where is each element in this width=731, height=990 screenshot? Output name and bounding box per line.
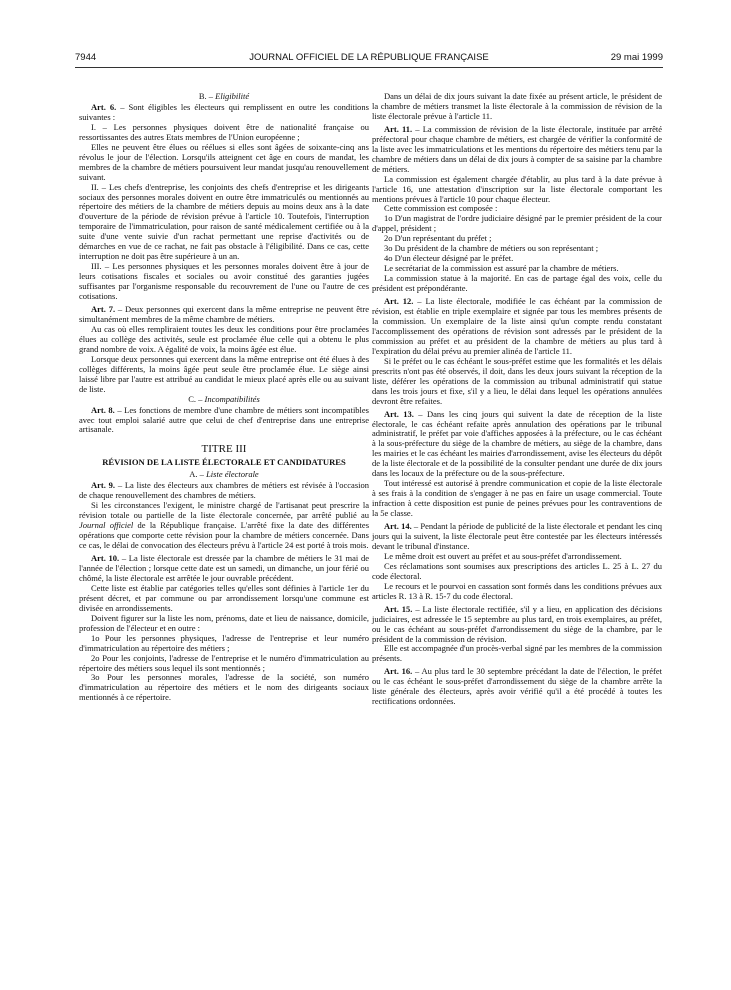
paragraph: Elle est accompagnée d'un procès-verbal signé par les membres de la commission présents.	[372, 643, 662, 664]
section-heading-eligibilite	[79, 92, 369, 102]
header-rule	[75, 67, 663, 68]
left-column	[79, 92, 369, 703]
article-9	[79, 481, 369, 501]
page-number: 7944	[75, 52, 97, 63]
article-10	[79, 554, 369, 584]
article-text: – Les fonctions de membre d'une chambre de métiers sont incompatibles avec tout emploi salarié autre que celui de chef d'entreprise dans une entreprise artisanale.	[79, 404, 369, 435]
heading-title: Incompatibilités	[204, 393, 260, 404]
list-item: 2o D'un représentant du préfet ;	[384, 233, 492, 244]
article-text: – La liste électorale, modifiée le cas échéant par la commission de révision, est établie en triple exemplaire et signée par tous les membres présents de la commission. Un exemplaire de la liste ainsi qu'un compte rendu constatant l'accomplissement des opérations de révision sont adressés par le président de la commission au préfet et au président de la chambre de métiers au plus tard à l'expiration du délai prévu au premier alinéa de l'article 11.	[372, 296, 663, 356]
article-label: Art. 11.	[384, 123, 413, 134]
article-6	[79, 103, 369, 123]
title-heading: TITRE III	[201, 443, 247, 456]
paragraph: Dans un délai de dix jours suivant la date fixée au présent article, le président de la chambre de métiers transmet la liste électorale à la commission de révision de la liste électorale prévue à l'article 11.	[372, 91, 662, 121]
paragraph: III. – Les personnes physiques et les personnes morales doivent être à jour de leurs cotisations fiscales et sociales ou avoir constitué des garanties jugées suffisantes par l'organisme responsable du recouvrement de l'une ou l'autre de ces cotisations.	[79, 261, 369, 302]
list-item: 2o Pour les conjoints, l'adresse de l'entreprise et le numéro d'immatriculation au répertoire des métiers sous lequel ils sont mentionnés ;	[79, 652, 369, 673]
article-label: Art. 8.	[91, 404, 115, 415]
paragraph: Cette commission est composée :	[384, 203, 498, 214]
article-label: Art. 12.	[384, 296, 414, 307]
issue-date: 29 mai 1999	[610, 52, 663, 63]
article-7	[79, 305, 369, 325]
title-subheading: RÉVISION DE LA LISTE ÉLECTORALE ET CANDIDATURES	[102, 457, 346, 468]
heading-prefix: A. –	[189, 469, 207, 480]
paragraph: Le recours et le pourvoi en cassation sont formés dans les conditions prévues aux articles R. 13 à R. 15-7 du code électoral.	[372, 580, 662, 601]
paragraph: Au cas où elles rempliraient toutes les deux les conditions pour être proclamées élues au collège des activités, seule est proclamée élue celle qui a obtenu le plus grand nombre de voix. A égalité de voix, la moins âgée est élue.	[79, 323, 369, 354]
heading-prefix: C. –	[188, 393, 205, 404]
paragraph: II. – Les chefs d'entreprise, les conjoints des chefs d'entreprise et les dirigeants sociaux des personnes morales doivent en outre être immatriculés ou mentionnés au répertoire des métiers de la chambre de métiers depuis au moins deux ans à la date d'ouverture de la période de révision prévue à l'article 10. Toutefois, l'interruption temporaire de l'immatriculation, pour raison de santé médicalement certifiée ou à la suite d'une vente suivie d'un rachat permettant une reprise d'activités ou de démarches en vue de ce rachat, ne fait pas obstacle à l'éligibilité. Dans ce cas, cette interruption ne doit pas être supérieure à un an.	[79, 181, 369, 262]
article-text: – La liste des électeurs aux chambres de métiers est révisée à l'occasion de chaque renouvellement des chambres de métiers.	[79, 480, 369, 501]
article-text: – Sont éligibles les électeurs qui remplissent en outre les conditions suivantes :	[79, 101, 369, 122]
article-label: Art. 13.	[384, 408, 414, 419]
journal-title: JOURNAL OFFICIEL DE LA RÉPUBLIQUE FRANÇAISE	[249, 52, 489, 63]
article-text: – La liste électorale rectifiée, s'il y a lieu, en application des décisions judiciaires, est adressée le 15 septembre au plus tard, en trois exemplaires, au préfet, ou le cas échéant au sous-préfet d'arrondissement du siège de la chambre, par le président de la commission de révision.	[372, 603, 662, 644]
paragraph: I. – Les personnes physiques doivent être de nationalité française ou ressortissantes des autres Etats membres de l'Union européenne ;	[79, 121, 369, 142]
paragraph: Si le préfet ou le cas échéant le sous-préfet estime que les formalités et les délais prescrits n'ont pas été observés, il doit, dans les deux jours suivant la réception de la liste, déférer les opérations de la commission au tribunal administratif qui statue dans les trois jours et fixe, s'il y a lieu, le délai dans lequel les opérations annulées devront être refaites.	[372, 355, 662, 406]
text-run: de la République française. L'arrêté fixe la date des différentes opérations que comporte cette révision pour la chambre de métiers concernée. Dans ce cas, le délai de convocation des électeurs prévu à l'article 24 est porté à trois mois.	[79, 520, 369, 551]
article-12	[372, 297, 662, 357]
list-item: 4o D'un électeur désigné par le préfet.	[384, 253, 514, 264]
article-16	[372, 667, 662, 707]
article-text: – La commission de révision de la liste électorale, instituée par arrêté préfectoral pour chaque chambre de métiers, est chargée de vérifier la conformité de la liste avec les immatriculations et les mentions du répertoire des métiers tenu par la chambre de métiers dans un délai de dix jours à compter de sa saisine par la chambre de métiers.	[372, 123, 662, 174]
article-label: Art. 16.	[384, 666, 413, 677]
paragraph: Doivent figurer sur la liste les nom, prénoms, date et lieu de naissance, domicile, profession de l'électeur et en outre :	[79, 612, 369, 633]
article-11	[372, 125, 662, 175]
article-label: Art. 7.	[91, 304, 116, 315]
article-text: – Pendant la période de publicité de la liste électorale et pendant les cinq jours qui la suivent, la liste électorale peut être contestée par les électeurs intéressés devant le tribunal d'instance.	[372, 521, 662, 551]
paragraph: La commission statue à la majorité. En cas de partage égal des voix, celle du président est prépondérante.	[372, 273, 662, 294]
article-text: – Au plus tard le 30 septembre précédant la date de l'élection, le préfet ou le cas échéant le sous-préfet d'arrondissement du siège de la chambre arrête la liste générale des électeurs, après avoir vérifié qu'il a été procédé à toutes les rectifications ordonnées.	[372, 666, 663, 707]
right-column	[372, 92, 662, 707]
paragraph: Cette liste est établie par catégories telles qu'elles sont définies à l'article 1er du présent décret, et par commune ou par arrondissement lorsqu'une commune est divisée en arrondissements.	[79, 582, 369, 613]
article-8	[79, 406, 369, 436]
article-label: Art. 10.	[91, 553, 120, 564]
article-14	[372, 522, 662, 552]
list-item: 1o D'un magistrat de l'ordre judiciaire désigné par le premier président de la cour d'appel, président ;	[372, 213, 662, 234]
article-13	[372, 410, 662, 480]
paragraph: Le même droit est ouvert au préfet et au sous-préfet d'arrondissement.	[384, 550, 622, 561]
heading-title: Liste électorale	[206, 469, 259, 480]
text-run: Si les circonstances l'exigent, le ministre chargé de l'artisanat peut prescrire la révision totale ou partielle de la liste électorale concernée, par arrêté publié au	[79, 500, 369, 521]
paragraph: Elles ne peuvent être élues ou réélues si elles sont âgées de soixante-cinq ans révolus le jour de l'élection. Lorsqu'ils atteignent cet âge en cours de mandat, les membres de la chambre de métiers poursuivent leur mandat jusqu'au renouvellement suivant.	[79, 141, 369, 182]
list-item: 3o Pour les personnes morales, l'adresse de la société, son numéro d'immatriculation au répertoire des métiers et le nom des dirigeants sociaux mentionnés à ce répertoire.	[79, 672, 369, 703]
article-label: Art. 15.	[384, 603, 413, 614]
list-item: 1o Pour les personnes physiques, l'adresse de l'entreprise et leur numéro d'immatriculation au répertoire des métiers ;	[79, 632, 369, 653]
article-label: Art. 14.	[384, 521, 412, 532]
heading-title: Eligibilité	[215, 91, 250, 101]
article-15	[372, 605, 662, 645]
paragraph: Tout intéressé est autorisé à prendre communication et copie de la liste électorale à ses frais à la condition de s'engager à ne pas en faire un usage commercial. Toute infraction à cette disposition est punie de peines prévues pour les contraventions de la 5e classe.	[372, 478, 662, 519]
paragraph	[79, 501, 369, 551]
heading-prefix: B. –	[198, 91, 216, 101]
paragraph: Le secrétariat de la commission est assuré par la chambre de métiers.	[384, 263, 619, 274]
article-label: Art. 9.	[91, 480, 116, 491]
paragraph: La commission est également chargée d'établir, au plus tard à la date prévue à l'article 16, une attestation d'inscription sur la liste électorale comportant les mentions prévues à l'article 10 pour chaque électeur.	[372, 173, 662, 204]
section-heading-incompatibilites	[79, 395, 369, 405]
paragraph: Lorsque deux personnes qui exercent dans la même entreprise ont été élues à des collèges différents, la moins âgée peut seule être proclamée élue. Le siège ainsi laissé libre par l'autre est attribué au candidat le mieux placé après elle ou au suivant de liste.	[79, 353, 369, 394]
article-text: – Dans les cinq jours qui suivent la date de réception de la liste électorale, le cas échéant refaite après annulation des opérations par le tribunal administratif, le préfet par voie d'affiches apposées à la préfecture, ou le cas échéant à la sous-préfecture du siège de la chambre de métiers, au siège de la chambre, dans les mairies et le cas échéant les mairies d'arrondissement, avise les électeurs du dépôt de la liste électorale et de la possibilité de la consulter pendant une durée de dix jours dans les locaux de la préfecture ou de la sous-préfecture.	[372, 408, 663, 479]
journal-reference: Journal officiel	[79, 520, 134, 531]
article-label: Art. 6.	[91, 101, 117, 112]
list-item: 3o Du président de la chambre de métiers ou son représentant ;	[384, 243, 599, 254]
paragraph: Ces réclamations sont soumises aux prescriptions des articles L. 25 à L. 27 du code électoral.	[372, 560, 662, 581]
article-text: – Deux personnes qui exercent dans la même entreprise ne peuvent être simultanément membres de la même chambre de métiers.	[79, 304, 369, 324]
article-text: – La liste électorale est dressée par la chambre de métiers le 31 mai de l'année de l'élection ; lorsque cette date est un samedi, un dimanche, un jour férié ou chômé, la liste électorale est arrêtée le jour ouvrable précédent.	[79, 553, 369, 583]
section-heading-liste-electorale	[79, 470, 369, 480]
page-header	[75, 52, 663, 66]
